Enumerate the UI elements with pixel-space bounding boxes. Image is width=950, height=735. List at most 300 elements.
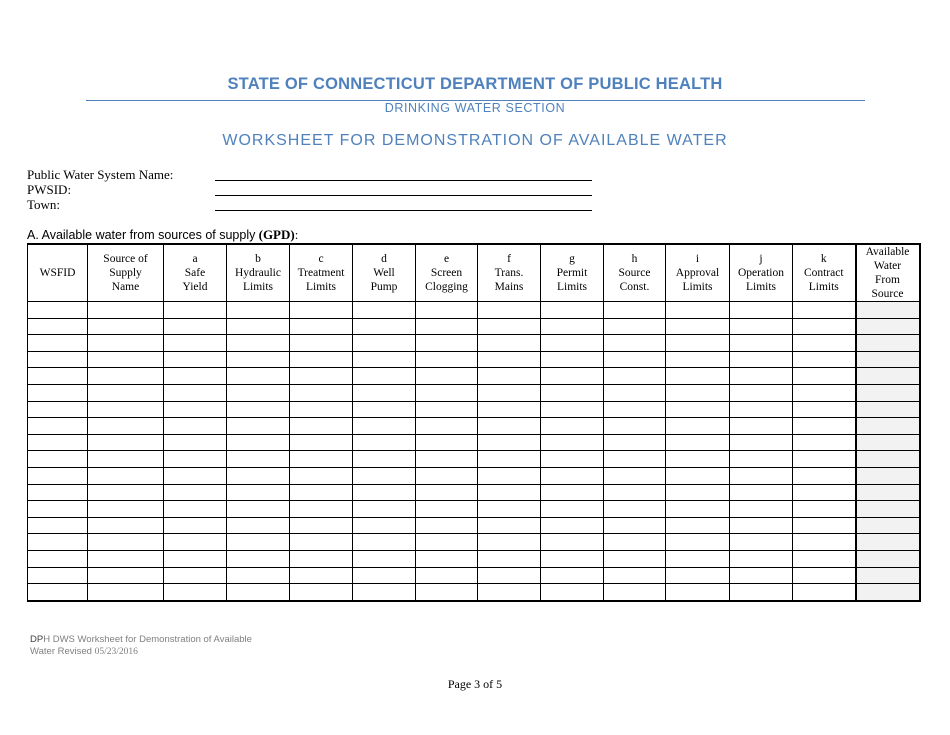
table-cell[interactable] (88, 484, 164, 501)
table-cell[interactable] (353, 534, 416, 551)
table-cell[interactable] (416, 484, 478, 501)
table-cell[interactable] (227, 335, 290, 352)
table-cell[interactable] (290, 534, 353, 551)
table-cell[interactable] (290, 484, 353, 501)
table-cell[interactable] (730, 550, 793, 567)
table-cell[interactable] (856, 318, 920, 335)
table-cell[interactable] (88, 451, 164, 468)
table-cell[interactable] (416, 451, 478, 468)
table-cell[interactable] (793, 484, 856, 501)
table-cell[interactable] (793, 351, 856, 368)
table-cell[interactable] (164, 318, 227, 335)
table-cell[interactable] (28, 302, 88, 319)
table-cell[interactable] (604, 534, 666, 551)
table-cell[interactable] (793, 384, 856, 401)
table-cell[interactable] (164, 368, 227, 385)
table-cell[interactable] (227, 567, 290, 584)
column-letter: g (569, 253, 575, 265)
table-cell[interactable] (478, 550, 541, 567)
table-cell[interactable] (666, 318, 730, 335)
table-cell[interactable] (88, 550, 164, 567)
table-cell[interactable] (88, 534, 164, 551)
table-cell[interactable] (541, 384, 604, 401)
table-cell[interactable] (164, 550, 227, 567)
table-cell[interactable] (666, 550, 730, 567)
table-cell[interactable] (541, 584, 604, 601)
section-a-suffix: : (294, 227, 299, 242)
table-cell[interactable] (666, 534, 730, 551)
table-cell[interactable] (164, 567, 227, 584)
table-cell[interactable] (856, 567, 920, 584)
table-cell[interactable] (793, 335, 856, 352)
column-letter: c (318, 253, 324, 265)
table-cell[interactable] (290, 384, 353, 401)
table-cell[interactable] (353, 517, 416, 534)
footer-prefix: DP (30, 634, 44, 645)
table-cell[interactable] (604, 335, 666, 352)
table-cell[interactable] (730, 384, 793, 401)
table-cell[interactable] (353, 484, 416, 501)
table-cell[interactable] (88, 335, 164, 352)
table-cell[interactable] (290, 584, 353, 601)
table-cell[interactable] (353, 567, 416, 584)
table-cell[interactable] (730, 501, 793, 518)
table-cell[interactable] (856, 550, 920, 567)
table-cell[interactable] (856, 335, 920, 352)
table-cell[interactable] (856, 534, 920, 551)
column-label-line: Water (873, 260, 902, 272)
table-cell[interactable] (416, 302, 478, 319)
table-cell[interactable] (541, 467, 604, 484)
table-cell[interactable] (164, 517, 227, 534)
table-cell[interactable] (541, 484, 604, 501)
table-cell[interactable] (478, 384, 541, 401)
table-cell[interactable] (730, 368, 793, 385)
table-cell[interactable] (290, 418, 353, 435)
table-cell[interactable] (227, 451, 290, 468)
table-cell[interactable] (793, 434, 856, 451)
table-cell[interactable] (28, 484, 88, 501)
table-cell[interactable] (290, 517, 353, 534)
table-cell[interactable] (604, 517, 666, 534)
table-cell[interactable] (856, 384, 920, 401)
table-cell[interactable] (353, 368, 416, 385)
table-row (28, 318, 920, 335)
table-cell[interactable] (666, 467, 730, 484)
table-row (28, 418, 920, 435)
table-cell[interactable] (478, 517, 541, 534)
table-cell[interactable] (353, 318, 416, 335)
table-cell[interactable] (856, 517, 920, 534)
table-cell[interactable] (28, 434, 88, 451)
table-cell[interactable] (478, 351, 541, 368)
table-cell[interactable] (88, 517, 164, 534)
table-cell[interactable] (416, 567, 478, 584)
table-cell[interactable] (353, 418, 416, 435)
column-label-line: Source (871, 288, 904, 300)
table-cell[interactable] (290, 451, 353, 468)
table-cell[interactable] (666, 302, 730, 319)
table-cell[interactable] (730, 567, 793, 584)
table-cell[interactable] (164, 418, 227, 435)
table-cell[interactable] (28, 318, 88, 335)
table-cell[interactable] (164, 484, 227, 501)
column-header (227, 244, 290, 302)
table-cell[interactable] (164, 335, 227, 352)
table-cell[interactable] (793, 451, 856, 468)
table-cell[interactable] (164, 351, 227, 368)
table-cell[interactable] (28, 451, 88, 468)
table-cell[interactable] (856, 368, 920, 385)
table-cell[interactable] (164, 434, 227, 451)
table-cell[interactable] (730, 418, 793, 435)
table-cell[interactable] (793, 368, 856, 385)
table-cell[interactable] (604, 467, 666, 484)
table-cell[interactable] (856, 484, 920, 501)
worksheet-title: WORKSHEET FOR DEMONSTRATION OF AVAILABLE WATER (222, 132, 728, 149)
table-cell[interactable] (856, 584, 920, 601)
table-cell[interactable] (730, 318, 793, 335)
table-cell[interactable] (227, 351, 290, 368)
table-cell[interactable] (164, 451, 227, 468)
table-cell[interactable] (227, 550, 290, 567)
table-row (28, 584, 920, 601)
table-cell[interactable] (666, 401, 730, 418)
table-cell[interactable] (730, 584, 793, 601)
table-cell[interactable] (353, 584, 416, 601)
table-cell[interactable] (478, 567, 541, 584)
table-cell[interactable] (28, 467, 88, 484)
table-cell[interactable] (416, 434, 478, 451)
table-cell[interactable] (290, 368, 353, 385)
table-cell[interactable] (478, 467, 541, 484)
table-body (28, 302, 920, 601)
table-cell[interactable] (478, 501, 541, 518)
table-cell[interactable] (28, 517, 88, 534)
table-cell[interactable] (290, 434, 353, 451)
table-cell[interactable] (28, 401, 88, 418)
table-cell[interactable] (164, 384, 227, 401)
field-line-town[interactable] (215, 210, 592, 211)
table-cell[interactable] (793, 550, 856, 567)
column-label-line: Clogging (425, 281, 468, 293)
table-cell[interactable] (666, 335, 730, 352)
column-label-line: Contract (803, 267, 844, 279)
table-cell[interactable] (666, 418, 730, 435)
table-cell[interactable] (604, 567, 666, 584)
table-cell[interactable] (88, 434, 164, 451)
table-cell[interactable] (856, 467, 920, 484)
table-cell[interactable] (793, 584, 856, 601)
table-cell[interactable] (353, 434, 416, 451)
table-cell[interactable] (730, 351, 793, 368)
table-cell[interactable] (478, 434, 541, 451)
table-cell[interactable] (227, 484, 290, 501)
table-row (28, 368, 920, 385)
column-label-line: Trans. (494, 267, 524, 279)
column-header (541, 244, 604, 302)
field-label-system-name: Public Water System Name: (27, 167, 174, 182)
table-cell[interactable] (353, 451, 416, 468)
table-cell[interactable] (416, 534, 478, 551)
table-cell[interactable] (666, 567, 730, 584)
table-cell[interactable] (290, 501, 353, 518)
table-row (28, 351, 920, 368)
table-cell[interactable] (227, 401, 290, 418)
table-cell[interactable] (416, 467, 478, 484)
table-cell[interactable] (164, 584, 227, 601)
table-cell[interactable] (730, 302, 793, 319)
table-cell[interactable] (793, 318, 856, 335)
table-cell[interactable] (164, 302, 227, 319)
table-cell[interactable] (227, 467, 290, 484)
table-cell[interactable] (541, 318, 604, 335)
table-cell[interactable] (478, 534, 541, 551)
table-cell[interactable] (541, 418, 604, 435)
table-cell[interactable] (478, 401, 541, 418)
table-cell[interactable] (353, 351, 416, 368)
column-header (856, 244, 920, 302)
table-cell[interactable] (666, 368, 730, 385)
column-label-line: Hydraulic (235, 267, 281, 279)
table-cell[interactable] (416, 368, 478, 385)
table-cell[interactable] (604, 318, 666, 335)
table-cell[interactable] (478, 335, 541, 352)
table-cell[interactable] (856, 434, 920, 451)
table-cell[interactable] (28, 584, 88, 601)
table-cell[interactable] (666, 484, 730, 501)
table-cell[interactable] (88, 351, 164, 368)
table-cell[interactable] (604, 451, 666, 468)
table-row (28, 467, 920, 484)
table-cell[interactable] (856, 501, 920, 518)
section-a-label: A. Available water from sources of supply (27, 228, 256, 242)
table-cell[interactable] (353, 501, 416, 518)
table-cell[interactable] (28, 550, 88, 567)
table-cell[interactable] (88, 567, 164, 584)
column-label-line: Available (865, 246, 910, 258)
column-header (416, 244, 478, 302)
table-cell[interactable] (730, 451, 793, 468)
table-cell[interactable] (227, 517, 290, 534)
table-cell[interactable] (856, 451, 920, 468)
table-cell[interactable] (28, 335, 88, 352)
table-cell[interactable] (541, 451, 604, 468)
table-cell[interactable] (541, 368, 604, 385)
table-cell[interactable] (793, 534, 856, 551)
table-cell[interactable] (793, 517, 856, 534)
table-cell[interactable] (541, 434, 604, 451)
table-cell[interactable] (478, 584, 541, 601)
table-cell[interactable] (793, 418, 856, 435)
table-cell[interactable] (541, 302, 604, 319)
column-header (793, 244, 856, 302)
table-cell[interactable] (604, 401, 666, 418)
table-cell[interactable] (416, 550, 478, 567)
table-cell[interactable] (793, 401, 856, 418)
table-cell[interactable] (227, 584, 290, 601)
table-cell[interactable] (353, 384, 416, 401)
table-row (28, 302, 920, 319)
table-cell[interactable] (478, 368, 541, 385)
table-cell[interactable] (541, 401, 604, 418)
table-cell[interactable] (793, 567, 856, 584)
table-cell[interactable] (604, 302, 666, 319)
table-cell[interactable] (666, 384, 730, 401)
table-cell[interactable] (28, 567, 88, 584)
table-cell[interactable] (353, 335, 416, 352)
table-cell[interactable] (227, 368, 290, 385)
table-cell[interactable] (28, 384, 88, 401)
table-cell[interactable] (164, 534, 227, 551)
table-cell[interactable] (88, 584, 164, 601)
table-cell[interactable] (604, 484, 666, 501)
table-cell[interactable] (730, 401, 793, 418)
table-cell[interactable] (730, 434, 793, 451)
table-cell[interactable] (28, 368, 88, 385)
column-letter: a (192, 253, 198, 265)
table-cell[interactable] (290, 302, 353, 319)
table-cell[interactable] (856, 418, 920, 435)
table-cell[interactable] (227, 302, 290, 319)
table-cell[interactable] (604, 550, 666, 567)
table-cell[interactable] (604, 501, 666, 518)
table-cell[interactable] (88, 467, 164, 484)
table-cell[interactable] (416, 335, 478, 352)
table-cell[interactable] (604, 584, 666, 601)
table-cell[interactable] (856, 351, 920, 368)
table-cell[interactable] (88, 384, 164, 401)
table-cell[interactable] (88, 368, 164, 385)
table-cell[interactable] (353, 467, 416, 484)
table-cell[interactable] (227, 384, 290, 401)
table-cell[interactable] (541, 501, 604, 518)
table-cell[interactable] (227, 434, 290, 451)
table-cell[interactable] (353, 302, 416, 319)
table-cell[interactable] (730, 335, 793, 352)
table-cell[interactable] (28, 418, 88, 435)
table-row (28, 434, 920, 451)
field-label-town: Town: (27, 197, 61, 212)
table-cell[interactable] (227, 418, 290, 435)
table-cell[interactable] (478, 418, 541, 435)
table-cell[interactable] (730, 467, 793, 484)
table-cell[interactable] (290, 550, 353, 567)
column-label-line: Mains (494, 281, 524, 293)
table-cell[interactable] (541, 534, 604, 551)
table-cell[interactable] (541, 351, 604, 368)
table-cell[interactable] (541, 567, 604, 584)
table-cell[interactable] (666, 351, 730, 368)
table-cell[interactable] (290, 351, 353, 368)
table-cell[interactable] (416, 517, 478, 534)
section-a-unit: (GPD) (258, 227, 295, 242)
table-cell[interactable] (478, 484, 541, 501)
table-cell[interactable] (164, 467, 227, 484)
table-cell[interactable] (227, 318, 290, 335)
table-cell[interactable] (416, 351, 478, 368)
table-row (28, 501, 920, 518)
table-cell[interactable] (666, 434, 730, 451)
table-cell[interactable] (730, 484, 793, 501)
table-cell[interactable] (666, 584, 730, 601)
table-cell[interactable] (478, 451, 541, 468)
table-cell[interactable] (28, 501, 88, 518)
column-label-line: Supply (109, 267, 142, 279)
table-cell[interactable] (28, 534, 88, 551)
table-cell[interactable] (730, 517, 793, 534)
table-cell[interactable] (416, 584, 478, 601)
table-cell[interactable] (856, 302, 920, 319)
table-cell[interactable] (604, 434, 666, 451)
field-label-pwsid: PWSID: (27, 182, 72, 197)
table-cell[interactable] (666, 451, 730, 468)
table-cell[interactable] (416, 418, 478, 435)
table-cell[interactable] (227, 534, 290, 551)
column-label-line: Approval (675, 267, 720, 279)
column-header (88, 244, 164, 302)
table-cell[interactable] (88, 318, 164, 335)
table-cell[interactable] (730, 534, 793, 551)
column-label-line: From (875, 274, 900, 286)
table-cell[interactable] (478, 318, 541, 335)
field-line-system-name[interactable] (215, 180, 592, 181)
table-cell[interactable] (793, 302, 856, 319)
table-cell[interactable] (88, 401, 164, 418)
table-cell[interactable] (290, 401, 353, 418)
table-cell[interactable] (604, 368, 666, 385)
table-cell[interactable] (416, 318, 478, 335)
table-cell[interactable] (541, 335, 604, 352)
table-cell[interactable] (290, 335, 353, 352)
table-cell[interactable] (793, 501, 856, 518)
table-cell[interactable] (164, 501, 227, 518)
table-cell[interactable] (28, 351, 88, 368)
table-cell[interactable] (227, 501, 290, 518)
table-cell[interactable] (88, 302, 164, 319)
column-label-line: Operation (738, 267, 784, 279)
available-water-table (27, 243, 921, 602)
table-cell[interactable] (604, 418, 666, 435)
table-cell[interactable] (416, 384, 478, 401)
table-cell[interactable] (290, 318, 353, 335)
table-cell[interactable] (541, 550, 604, 567)
table-cell[interactable] (666, 501, 730, 518)
column-label-line: Well (373, 267, 395, 279)
table-cell[interactable] (164, 401, 227, 418)
column-header (666, 244, 730, 302)
footer-note (30, 634, 252, 658)
table-cell[interactable] (290, 567, 353, 584)
table-cell[interactable] (478, 302, 541, 319)
table-cell[interactable] (353, 550, 416, 567)
table-cell[interactable] (793, 467, 856, 484)
table-cell[interactable] (88, 418, 164, 435)
table-cell[interactable] (856, 401, 920, 418)
table-cell[interactable] (353, 401, 416, 418)
table-cell[interactable] (604, 351, 666, 368)
table-header-row (28, 244, 920, 302)
table-cell[interactable] (416, 501, 478, 518)
table-cell[interactable] (604, 384, 666, 401)
table-cell[interactable] (541, 517, 604, 534)
table-cell[interactable] (666, 517, 730, 534)
column-header (478, 244, 541, 302)
table-cell[interactable] (290, 467, 353, 484)
table-cell[interactable] (88, 501, 164, 518)
field-line-pwsid[interactable] (215, 195, 592, 196)
table-cell[interactable] (416, 401, 478, 418)
